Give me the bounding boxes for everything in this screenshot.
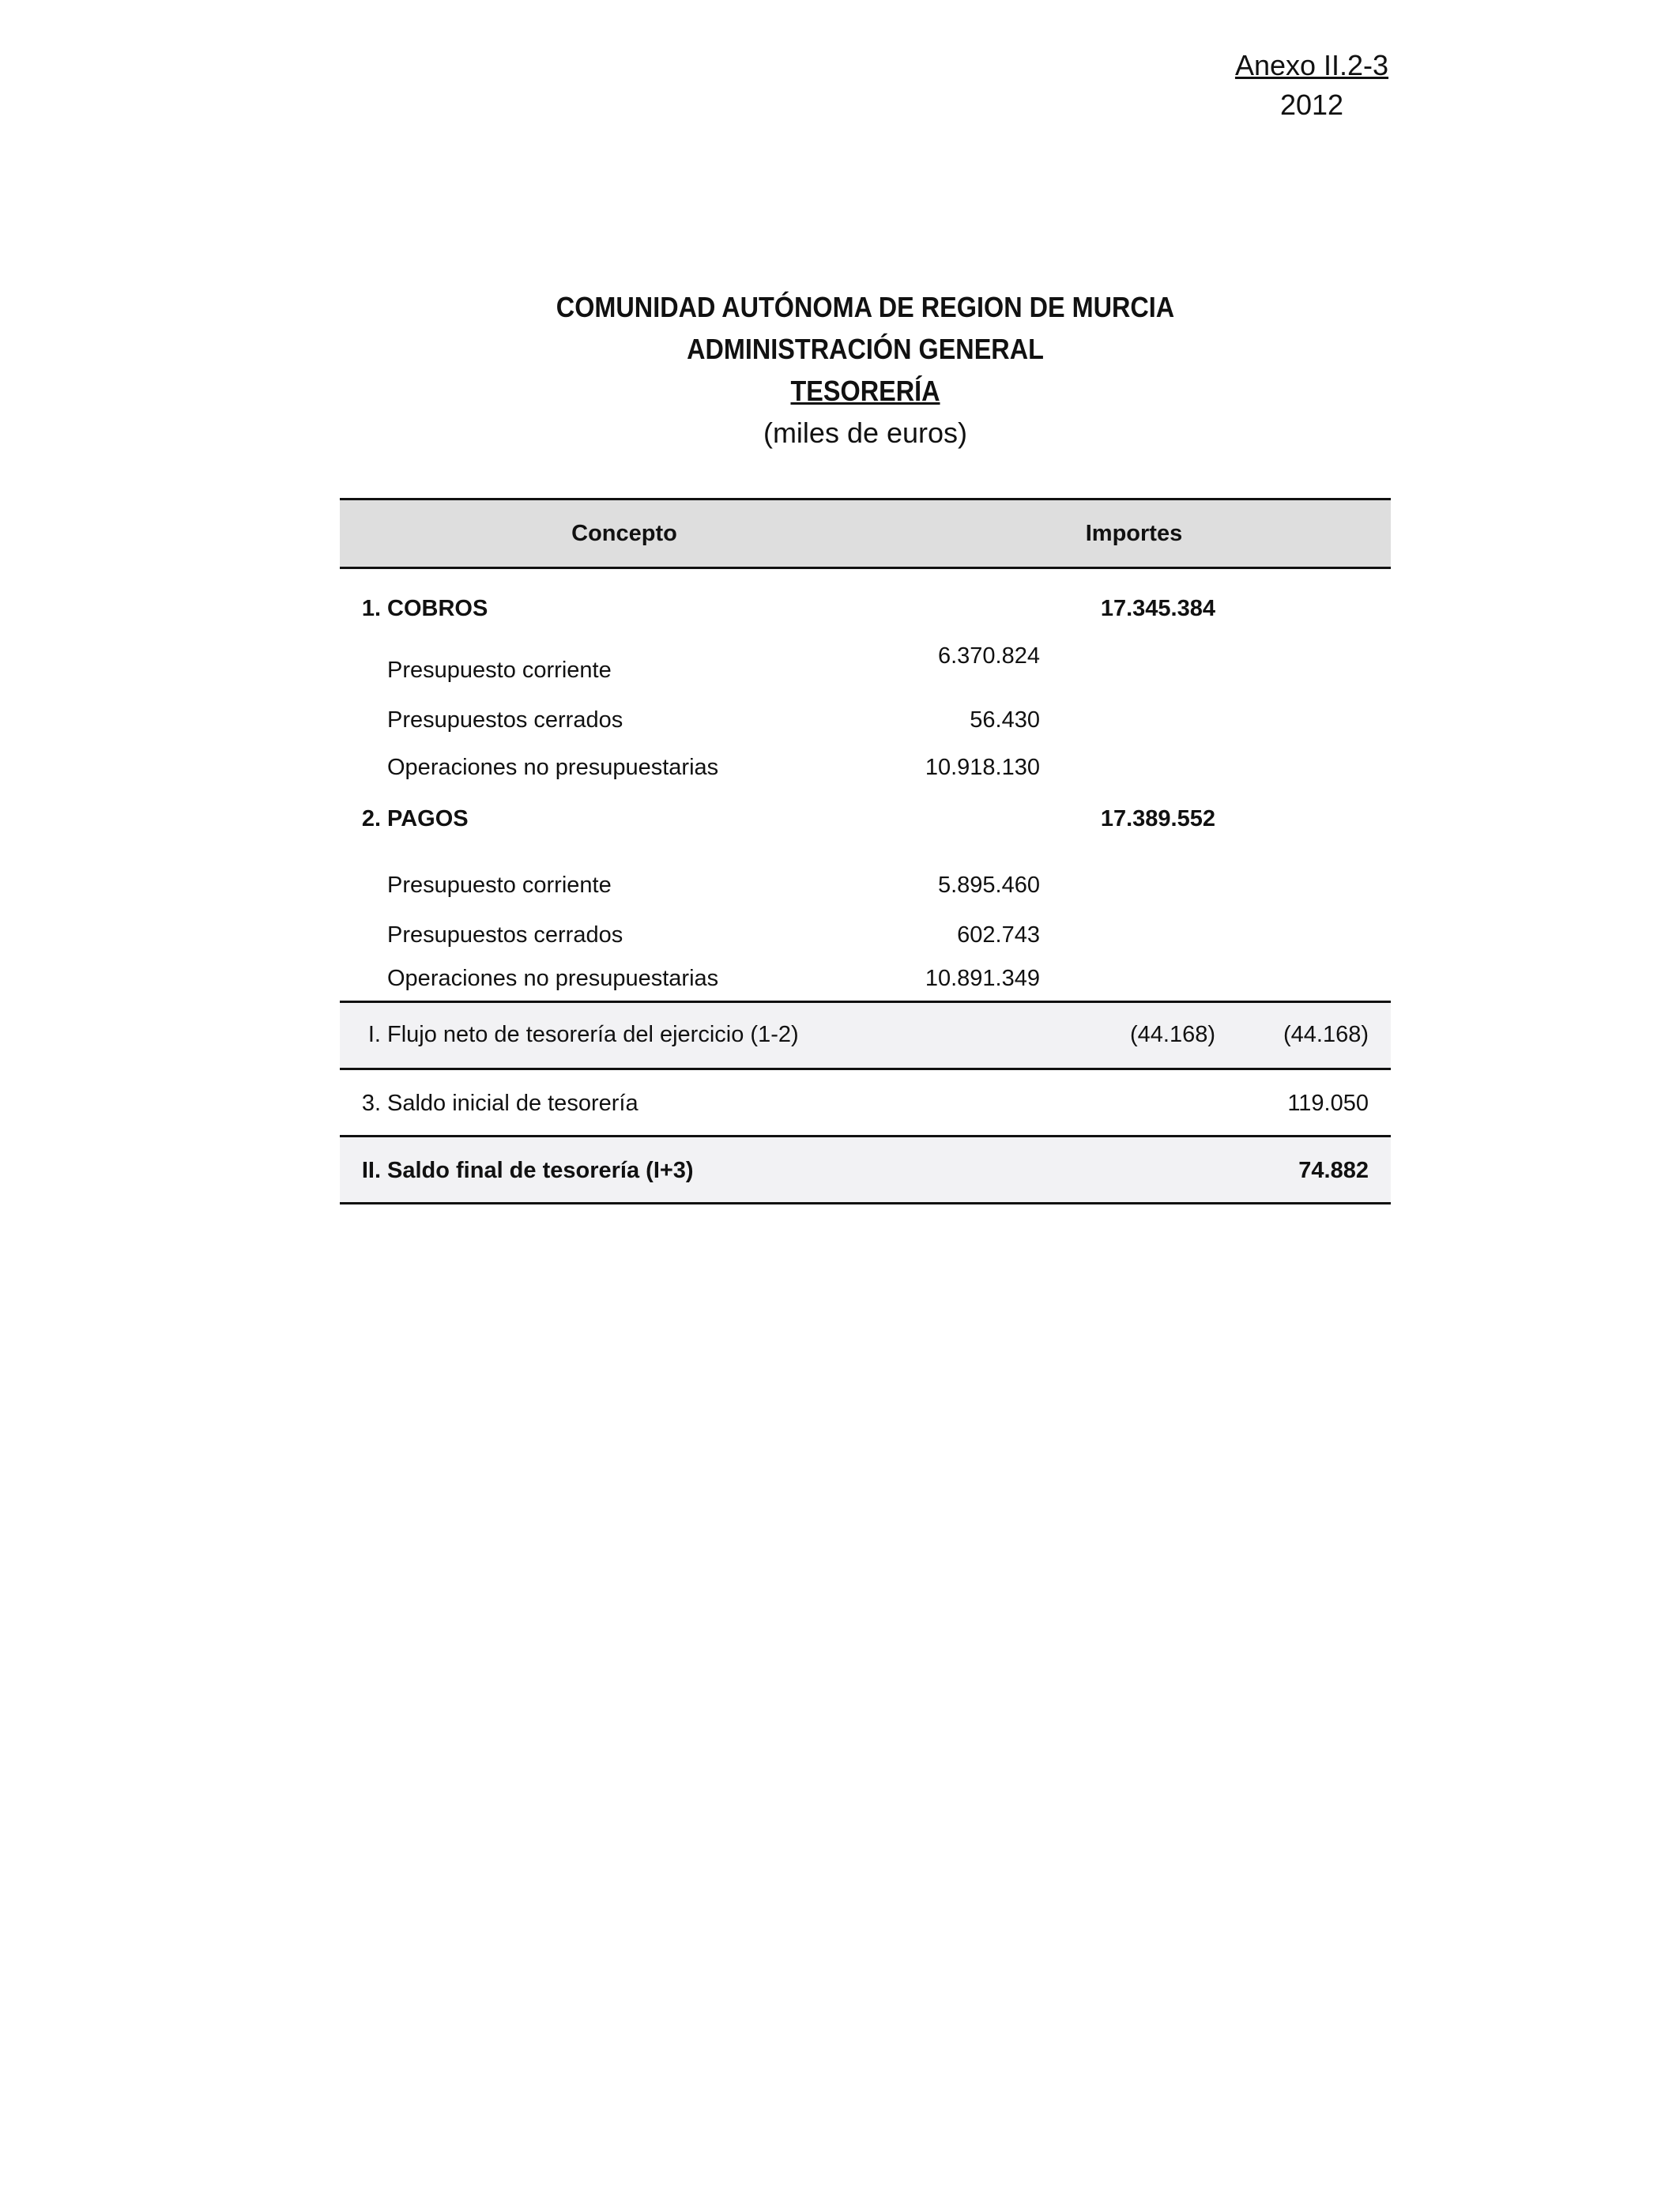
cobros-label: COBROS: [387, 596, 488, 621]
table-row: [340, 639, 1391, 697]
net-flow-value-right: (44.168): [1283, 1022, 1369, 1047]
pagos-total: 17.389.552: [1100, 806, 1215, 831]
net-flow-value-mid: (44.168): [1129, 1022, 1215, 1047]
heading-units: (miles de euros): [763, 417, 968, 449]
pagos-item-value: 5.895.460: [937, 873, 1040, 898]
cobros-item-value: 10.918.130: [925, 755, 1040, 780]
table-row: [340, 912, 1391, 959]
table-row: [340, 745, 1391, 792]
initial-balance-value: 119.050: [1287, 1091, 1369, 1116]
heading-title: [393, 370, 1339, 412]
heading-entity: COMUNIDAD AUTÓNOMA DE REGION DE MURCIA: [556, 291, 1175, 323]
cobros-item-label: Presupuestos cerrados: [387, 707, 623, 733]
cobros-item-value: 6.370.824: [937, 643, 1040, 669]
header-amounts: Importes: [1085, 521, 1183, 546]
pagos-label: PAGOS: [387, 806, 469, 831]
header-concept: Concepto: [571, 521, 677, 546]
treasury-table: [340, 498, 1391, 1204]
initial-balance-row: [340, 1070, 1391, 1137]
table-header: [340, 498, 1391, 569]
cobros-item-label: Operaciones no presupuestarias: [387, 755, 719, 780]
pagos-item-value: 10.891.349: [925, 966, 1040, 991]
final-balance-number: II.: [361, 1158, 381, 1183]
initial-balance-label: Saldo inicial de tesorería: [387, 1091, 638, 1116]
annex-code: Anexo II.2-3: [1234, 49, 1389, 81]
pagos-item-label: Presupuestos cerrados: [387, 922, 623, 948]
heading-title-text: TESORERÍA: [790, 375, 940, 407]
cobros-item-label: Presupuesto corriente: [387, 658, 612, 683]
heading-administration: ADMINISTRACIÓN GENERAL: [687, 333, 1044, 365]
cobros-number: 1.: [361, 596, 381, 621]
table-row: [340, 959, 1391, 1001]
annex-year: 2012: [1279, 89, 1344, 121]
pagos-item-value: 602.743: [957, 922, 1040, 948]
net-flow-row: [340, 1001, 1391, 1070]
pagos-row: [340, 792, 1391, 854]
cobros-item-value: 56.430: [970, 707, 1040, 733]
net-flow-label: Flujo neto de tesorería del ejercicio (1-2): [387, 1022, 799, 1047]
final-balance-row: [340, 1137, 1391, 1204]
pagos-number: 2.: [361, 806, 381, 831]
final-balance-label: Saldo final de tesorería (I+3): [387, 1158, 694, 1183]
initial-balance-number: 3.: [361, 1091, 381, 1116]
table-row: [340, 854, 1391, 912]
pagos-item-label: Presupuesto corriente: [387, 873, 612, 898]
table-row: [340, 697, 1391, 745]
net-flow-number: I.: [367, 1022, 381, 1047]
cobros-row: [340, 569, 1391, 639]
document-heading: [340, 286, 1391, 454]
pagos-item-label: Operaciones no presupuestarias: [387, 966, 719, 991]
annex-reference: [1217, 46, 1407, 125]
final-balance-value: 74.882: [1298, 1158, 1369, 1183]
cobros-total: 17.345.384: [1100, 596, 1215, 621]
